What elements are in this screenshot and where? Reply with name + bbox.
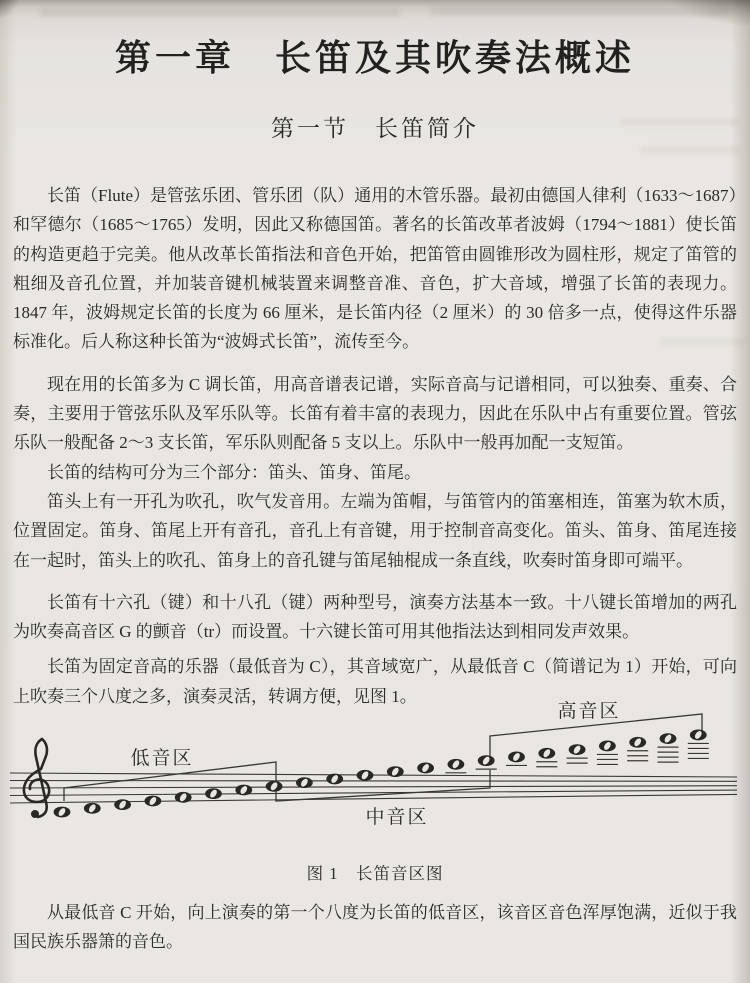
- paragraph-6: 长笛为固定音高的乐器（最低音为 C），其音域宽广，从最低音 C（简谱记为 1）开始，可向上吹奏三个八度之多，演奏灵活，转调方便，见图 1。: [13, 657, 737, 706]
- bleed-through-artifact: [40, 8, 400, 17]
- paragraph-1: 长笛（Flute）是管弦乐团、管乐团（队）通用的木管乐器。最初由德国人律利（1633～1687）和罕德尔（1685～1765）发明，因此又称德国笛。著名的长笛改革者波姆（1794～1881）使长笛的构造更趋于完美。他从改革长笛指法和音色开始，把笛管由圆锥形改为圆柱形，规定了笛管的粗细及音孔位置，并加装音键机械装置来调整音准、音色，扩大音域，增强了长笛的表现力。1847 年，波姆规定长笛的长度为 66 厘米，是长笛内径（2 厘米）的 30 倍多一点，使得这件乐器标准化。后人称这种长笛为“波姆式长笛”，流传至今。: [13, 186, 737, 352]
- staff-lines: [10, 773, 737, 803]
- treble-clef-icon: [24, 739, 49, 817]
- treble-clef-ball: [31, 810, 39, 818]
- section-title: 第一节 长笛简介: [271, 116, 479, 141]
- closing-text: [13, 898, 737, 957]
- bleed-through-artifact: [640, 146, 740, 154]
- body-text: [13, 181, 737, 711]
- low-register-label: 低音区: [130, 748, 194, 769]
- mid-register-label: 中音区: [365, 807, 429, 828]
- musical-staff-diagram: [0, 700, 750, 860]
- paragraph-3: 长笛的结构可分为三个部分：笛头、笛身、笛尾。: [47, 462, 421, 482]
- paragraph-4: 笛头上有一开孔为吹孔，吹气发音用。左端为笛帽，与笛管内的笛塞相连，笛塞为软木质，位置固定。笛身、笛尾上开有音孔，音孔上有音键，用于控制音高变化。笛头、笛身、笛尾连接在一起时，笛头上的吹孔、笛身上的音孔键与笛尾轴棍成一条直线，吹奏时笛身即可端平。: [13, 491, 737, 570]
- page-corner-shadow-left: [0, 0, 20, 20]
- paragraph-5: 长笛有十六孔（键）和十八孔（键）两种型号，演奏方法基本一致。十八键长笛增加的两孔为吹奏高音区 G 的颤音（tr）而设置。十六键长笛可用其他指法达到相同发声效果。: [13, 592, 737, 642]
- high-register-label: 高音区: [557, 701, 621, 722]
- figure-caption: 图 1 长笛音区图: [306, 864, 444, 883]
- bleed-through-artifact: [430, 6, 730, 16]
- paragraph-7: 从最低音 C 开始，向上演奏的第一个八度为长笛的低音区，该音区音色浑厚饱满，近似于我国民族乐器箫的音色。: [13, 903, 737, 952]
- flute-range-figure: [0, 700, 750, 860]
- chapter-title: 第一章 长笛及其吹奏法概述: [114, 37, 635, 78]
- paragraph-2: 现在用的长笛多为 C 调长笛，用高音谱表记谱，实际音高与记谱相同，可以独奏、重奏、合奏，主要用于管弦乐队及军乐队等。长笛有着丰富的表现力，因此在乐队中占有重要位置。管弦乐队一般配备 2～3 支长笛，军乐队则配备 5 支以上。乐队中一般再加配一支短笛。: [13, 374, 737, 453]
